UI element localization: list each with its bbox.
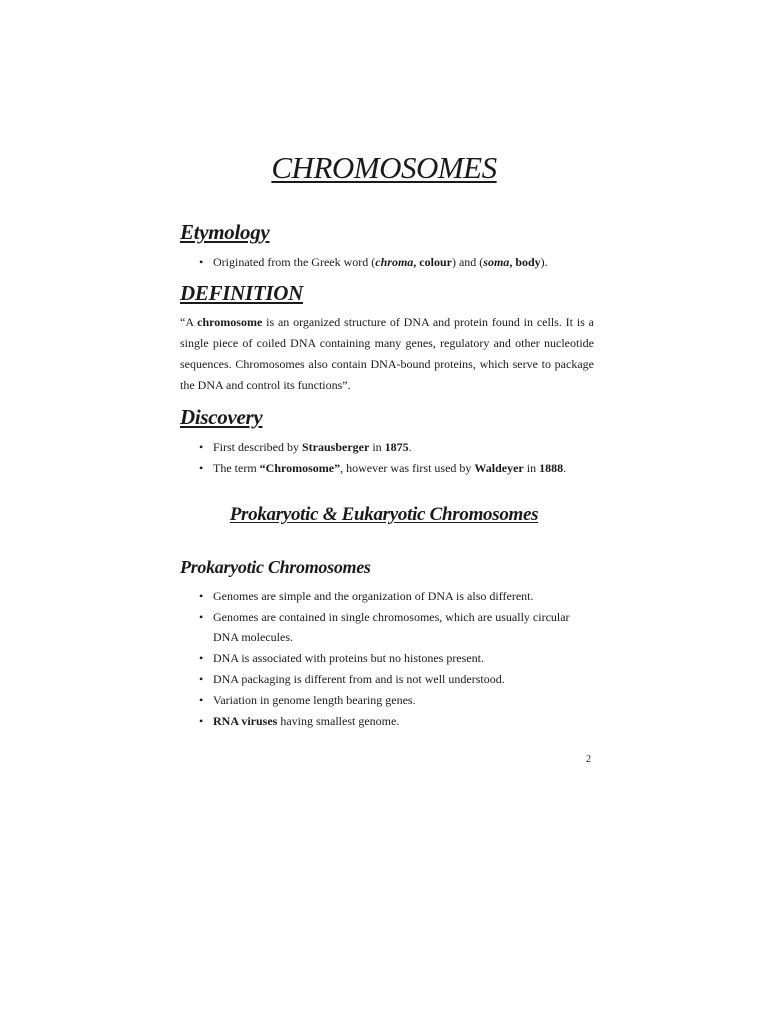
- list-item: [180, 607, 594, 647]
- page-title: CHROMOSOMES: [271, 150, 497, 185]
- list-item: [180, 690, 594, 710]
- bullet-icon: •: [199, 255, 204, 269]
- discovery-list: [180, 437, 594, 479]
- list-item: [180, 711, 594, 731]
- text-run: “A: [180, 315, 198, 329]
- definition-heading: DEFINITION: [180, 281, 304, 305]
- text-run: 1875: [384, 440, 409, 454]
- bullet-icon: •: [199, 651, 204, 665]
- section-heading: Prokaryotic & Eukaryotic Chromosomes: [229, 504, 539, 525]
- bullet-icon: •: [199, 714, 204, 728]
- bullet-icon: •: [199, 693, 204, 707]
- text-run: “Chromosome”: [259, 461, 341, 475]
- text-run: .: [408, 440, 412, 454]
- text-run: 1888: [539, 461, 564, 475]
- text-run: DNA packaging is different from and is not well understood.: [213, 672, 505, 686]
- prokaryotic-heading: Prokaryotic Chromosomes: [180, 557, 371, 577]
- text-run: .: [563, 461, 567, 475]
- list-item: [180, 458, 594, 478]
- text-run: , however was first used by: [340, 461, 475, 475]
- bullet-icon: •: [199, 440, 204, 454]
- text-run: in: [369, 440, 385, 454]
- text-run: Genomes are contained in single chromosomes, which are usually circular DNA molecules.: [213, 610, 570, 644]
- text-run: chroma: [375, 255, 414, 269]
- page-number: 2: [586, 754, 591, 765]
- discovery-heading: Discovery: [180, 405, 263, 429]
- list-item: [180, 252, 594, 272]
- bullet-icon: •: [199, 610, 204, 624]
- text-run: Strausberger: [302, 440, 370, 454]
- text-run: Originated from the Greek word (: [213, 255, 376, 269]
- text-run: Genomes are simple and the organization of DNA is also different.: [213, 589, 534, 603]
- text-run: in: [523, 461, 540, 475]
- definition-paragraph: [180, 312, 594, 396]
- bullet-icon: •: [199, 589, 204, 603]
- text-run: ) and (: [451, 255, 484, 269]
- text-run: ).: [540, 255, 548, 269]
- text-run: Waldeyer: [474, 461, 524, 475]
- text-run: RNA viruses: [213, 714, 278, 728]
- text-run: First described by: [213, 440, 302, 454]
- text-run: having smallest genome.: [277, 714, 400, 728]
- list-item: [180, 437, 594, 457]
- text-run: chromosome: [197, 315, 263, 329]
- text-run: DNA is associated with proteins but no histones present.: [213, 651, 484, 665]
- text-run: , body: [509, 255, 541, 269]
- text-run: Variation in genome length bearing genes.: [213, 693, 416, 707]
- text-run: The term: [213, 461, 260, 475]
- text-run: is an organized structure of DNA and protein found in cells. It is a single piece of coiled DNA containing many genes, regulatory and other nucleotide sequences. Chromosomes also contain DNA-bound proteins, which serve to package the DNA and control its functions”.: [180, 315, 594, 392]
- text-run: , colour: [413, 255, 452, 269]
- etymology-list: [180, 252, 594, 273]
- bullet-icon: •: [199, 672, 204, 686]
- text-run: soma: [483, 255, 510, 269]
- etymology-heading: Etymology: [180, 220, 270, 244]
- list-item: [180, 648, 594, 668]
- list-item: [180, 586, 594, 606]
- bullet-icon: •: [199, 461, 204, 475]
- list-item: [180, 669, 594, 689]
- prokaryotic-list: [180, 586, 594, 732]
